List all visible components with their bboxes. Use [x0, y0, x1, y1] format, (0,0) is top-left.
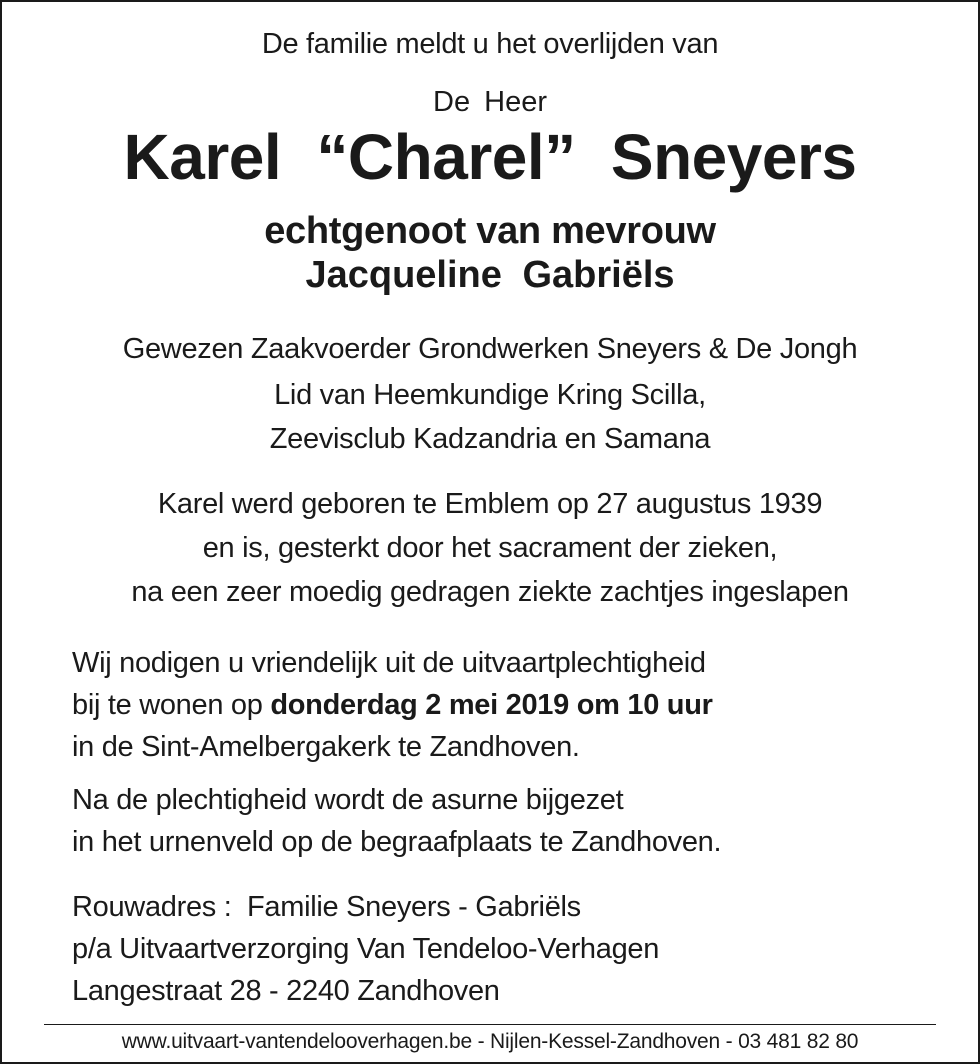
role-line: Zeevisclub Kadzandria en Samana	[269, 423, 711, 455]
address-family: Familie Sneyers - Gabriëls	[247, 891, 581, 923]
address-block	[72, 886, 958, 1012]
role-line: Gewezen Zaakvoerder Grondwerken Sneyers & De Jongh	[122, 333, 858, 365]
invitation-block	[72, 642, 958, 768]
spouse-title: echtgenoot van mevrouw	[264, 210, 716, 252]
birth-line: en is, gesterkt door het sacrament der zieken,	[202, 532, 778, 564]
birth-line: na een zeer moedig gedragen ziekte zachtjes ingeslapen	[131, 576, 849, 608]
birth-line: Karel werd geboren te Emblem op 27 augustus 1939	[157, 488, 823, 520]
urn-line: Na de plechtigheid wordt de asurne bijgezet	[72, 784, 624, 816]
intro-text: De familie meldt u het overlijden van	[261, 28, 719, 60]
role-line: Lid van Heemkundige Kring Scilla,	[274, 379, 706, 411]
address-line	[72, 886, 958, 928]
invitation-line: in de Sint-Amelbergakerk te Zandhoven.	[72, 731, 580, 763]
deceased-name: Karel “Charel” Sneyers	[123, 121, 857, 193]
footer-divider	[44, 1024, 936, 1025]
address-label: Rouwadres :	[72, 891, 248, 923]
spouse-name: Jacqueline Gabriëls	[305, 254, 675, 296]
footer-contact: www.uitvaart-vantendelooverhagen.be - Nijlen-Kessel-Zandhoven - 03 481 82 80	[121, 1030, 859, 1053]
invitation-prefix: bij te wonen op	[72, 689, 271, 721]
birth-block	[2, 482, 978, 614]
invitation-line	[72, 684, 958, 726]
roles-block	[2, 327, 978, 461]
ceremony-date: donderdag 2 mei 2019 om 10 uur	[270, 689, 713, 721]
salutation: De Heer	[433, 86, 547, 118]
address-street: Langestraat 28 - 2240 Zandhoven	[72, 975, 500, 1007]
urn-line: in het urnenveld op de begraafplaats te Zandhoven.	[72, 826, 722, 858]
address-care-of: p/a Uitvaartverzorging Van Tendeloo-Verhagen	[72, 933, 660, 965]
invitation-line: Wij nodigen u vriendelijk uit de uitvaartplechtigheid	[72, 647, 706, 679]
urn-block	[72, 779, 958, 863]
